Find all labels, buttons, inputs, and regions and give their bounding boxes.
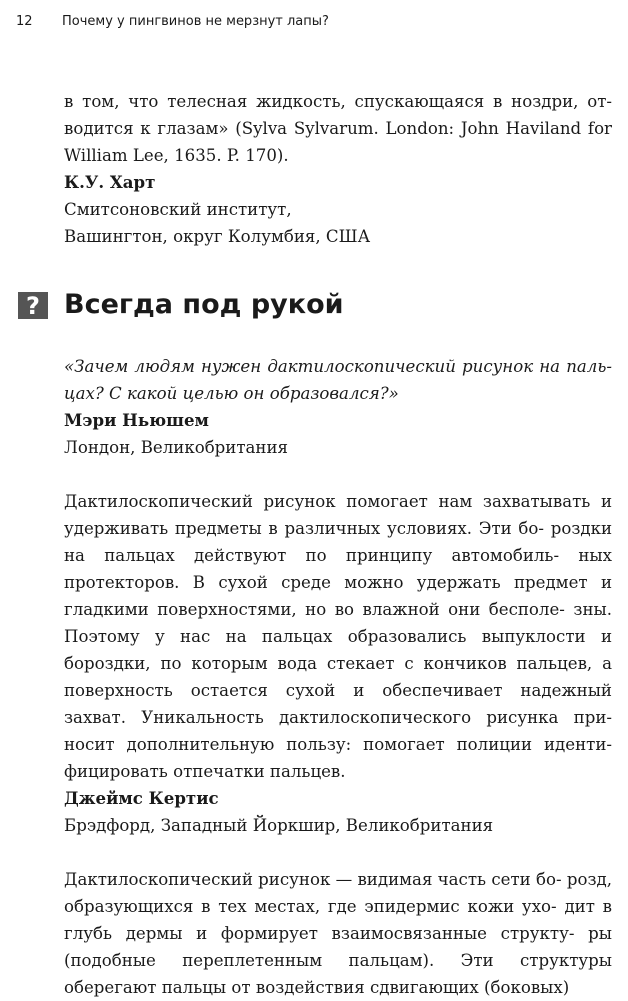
- spacer: [64, 839, 612, 866]
- text-line: розд, образующихся в тех местах, где эпидермис кожи ухо-: [64, 870, 612, 916]
- text-line: носит дополнительную пользу: помогает полиции иденти-: [64, 735, 612, 754]
- page-number: 12: [16, 14, 33, 29]
- text-line: оберегают пальцы от воздействия сдвигающих (боковых): [64, 978, 570, 997]
- text-line: ных протекторов. В сухой среде можно удержать предмет: [64, 546, 612, 592]
- intro-paragraph: [64, 88, 612, 169]
- answer1-author-name: Джеймс Кертис: [64, 788, 219, 808]
- answer-paragraph-1: [64, 488, 612, 785]
- spacer: [64, 333, 612, 353]
- spacer: [64, 250, 612, 277]
- spacer: [64, 461, 612, 488]
- text-line: цах? С какой целью он образовался?»: [64, 384, 399, 403]
- section-heading: [26, 277, 612, 333]
- reader-question: [64, 353, 612, 407]
- section-title: Всегда под рукой: [64, 289, 344, 320]
- intro-author-name: К.У. Харт: [64, 172, 156, 192]
- text-line: ры (подобные переплетенным пальцам). Эти структуры: [64, 924, 612, 970]
- page-body: [26, 88, 613, 1001]
- text-line: роздки на пальцах действуют по принципу автомобиль-: [64, 519, 613, 565]
- answer1-author-location: Брэдфорд, Западный Йоркшир, Великобритания: [64, 816, 494, 835]
- answer-paragraph-2: [64, 866, 612, 1001]
- text-line: фицировать отпечатки пальцев.: [64, 762, 346, 781]
- text-line: и бороздки, по которым вода стекает с кончиков пальцев,: [64, 627, 613, 673]
- text-line: в том, что телесная жидкость, спускающаяся в ноздри, от-: [64, 92, 612, 111]
- text-line: Дактилоскопический рисунок помогает нам захватывать: [64, 492, 591, 511]
- text-line: дит в глубь дермы и формирует взаимосвязанные структу-: [64, 897, 613, 943]
- text-line: for William Lee, 1635. P. 170).: [64, 119, 612, 165]
- text-line: и удерживать предметы в различных условиях. Эти бо-: [64, 492, 612, 538]
- running-title: Почему у пингвинов не мерзнут лапы?: [62, 14, 329, 29]
- text-line: «Зачем людям нужен дактилоскопический рисунок на паль-: [64, 357, 612, 376]
- text-line: зны. Поэтому у нас на пальцах образовались выпуклости: [64, 600, 612, 646]
- text-line: и гладкими поверхностями, но во влажной они бесполе-: [64, 573, 612, 619]
- text-line: а поверхность остается сухой и обеспечивает надежный: [64, 654, 612, 700]
- question-author-location: Лондон, Великобритания: [64, 438, 289, 457]
- intro-author-location-1: Смитсоновский институт,: [64, 200, 292, 219]
- question-mark-icon: ?: [18, 292, 48, 319]
- running-header: [16, 14, 329, 29]
- text-line: водится к глазам» (Sylva Sylvarum. London: John Haviland: [64, 119, 582, 138]
- question-author-name: Мэри Ньюшем: [64, 410, 209, 430]
- text-line: Дактилоскопический рисунок — видимая часть сети бо-: [64, 870, 562, 889]
- text-line: захват. Уникальность дактилоскопического рисунка при-: [64, 708, 612, 727]
- intro-author-location-2: Вашингтон, округ Колумбия, США: [64, 227, 371, 246]
